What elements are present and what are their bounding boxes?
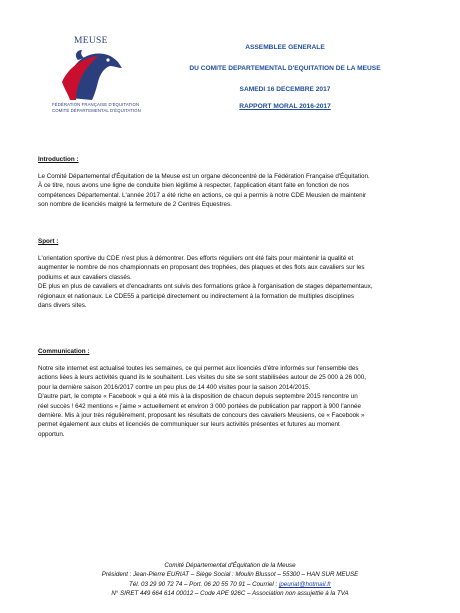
footer-contact bbox=[30, 580, 430, 589]
paragraph-line: son nombre de licenciés malgré la fermeture de 2 Centres Equestres. bbox=[38, 201, 232, 209]
paragraph-line: opportun. bbox=[38, 430, 65, 438]
footer-president: Président : Jean-Pierre EURIAT – Siège Social : Moulin Blussot – 55300 – HAN SUR MEUSE bbox=[101, 571, 359, 579]
logo-cde-line: COMITÉ DÉPARTEMENTAL D'ÉQUITATION bbox=[52, 107, 141, 113]
header-committee: DU COMITE DEPARTEMENTAL D'EQUITATION DE LA MEUSE bbox=[189, 65, 381, 72]
header-date: SAMEDI 16 DECEMBRE 2017 bbox=[239, 86, 331, 93]
paragraph-line: Le Comité Départemental d'Équitation de la Meuse est un organe déconcentré de la Fédération Française d'Équitation. bbox=[38, 173, 370, 180]
footer-email-link[interactable]: jpeuriat@hotmail.fr bbox=[278, 580, 331, 588]
paragraph-communication bbox=[38, 364, 422, 439]
header-assembly: ASSEMBLEE GENERALE bbox=[245, 44, 325, 51]
paragraph-line: augmenter le nombre de nos championnats en proposant des trophées, des plaques et des flots aux cavaliers sur les bbox=[38, 264, 365, 272]
ffe-meuse-logo bbox=[52, 36, 141, 126]
paragraph-line: D'autre part, le compte « Facebook » qui a été mis à la disposition de chacun depuis septembre 2015 rencontre un bbox=[38, 393, 358, 401]
section-title-sport: Sport : bbox=[38, 238, 59, 245]
paragraph-line: dernière. Mis à jour très régulièrement, proposant les résultats de concours des cavaliers Meusiens, ce « Facebook » bbox=[38, 412, 365, 420]
paragraph-line: pour la dernière saison 2016/2017 contre un peu plus de 14 400 visites pour la saison 2014/2015. bbox=[38, 383, 311, 391]
footer-phone: Tél. 03 29 90 72 74 – Port. 06 20 55 70 91 – Courriel : bbox=[128, 580, 279, 588]
paragraph-sport bbox=[38, 254, 422, 310]
paragraph-line: réel succès ! 642 mentions « j'aime » actuellement et environ 3 000 portées de publication par rapport à 900 l'année bbox=[38, 402, 362, 410]
paragraph-introduction bbox=[38, 172, 422, 210]
footer-organization: Comité Départemental d'Équitation de la Meuse bbox=[164, 562, 296, 569]
logo-title: MEUSE bbox=[74, 36, 108, 46]
logo-ffe-line: FÉDÉRATION FRANÇAISE D'ÉQUITATION bbox=[52, 102, 140, 107]
logo-federation-text bbox=[52, 102, 141, 113]
header-report-title: RAPPORT MORAL 2016-2017 bbox=[239, 103, 331, 110]
paragraph-line: actions liées à leurs activités quand ils le souhaitent. Les visites du site se sont stabilisées autour de 25 000 à 26 000, bbox=[38, 374, 366, 382]
footer-siret: N° SIRET 449 664 614 00012 – Code APE 926C – Association non assujettie à la TVA bbox=[111, 590, 349, 598]
paragraph-line: À ce titre, nous avons une ligne de conduite bien légitime à respecter, l'application étant faite en fonction de nos bbox=[38, 182, 350, 190]
paragraph-line: permet également aux clubs et licenciés de communiquer sur leurs activités présentes et futures au moment bbox=[38, 421, 340, 429]
paragraph-line: DE plus en plus de cavaliers et d'encadrants ont suivis des formations grâce à l'organisation de stages départementaux, bbox=[38, 283, 373, 291]
section-title-introduction: Introduction : bbox=[38, 156, 79, 163]
paragraph-line: podiums et aux cavaliers classés. bbox=[38, 273, 132, 281]
document-footer bbox=[30, 561, 430, 599]
horse-head-icon bbox=[52, 46, 132, 102]
paragraph-line: dans divers sites. bbox=[38, 302, 87, 310]
paragraph-line: Notre site internet est actualisé toutes les semaines, ce qui permet aux licenciés d'être informés sur l'ensemble des bbox=[38, 365, 359, 372]
paragraph-line: compétences Départemental. L'année 2017 a été riche en actions, ce qui a permis à notre CDE Meusien de maintenir bbox=[38, 191, 367, 199]
paragraph-line: régionaux et nationaux. Le CDE55 a participé directement ou indirectement à la formation de multiples disciplines bbox=[38, 292, 355, 300]
section-title-communication: Communication : bbox=[38, 348, 90, 355]
paragraph-line: L'orientation sportive du CDE n'est plus à démontrer. Des efforts réguliers ont été faits pour maintenir la qualité et bbox=[38, 255, 354, 262]
